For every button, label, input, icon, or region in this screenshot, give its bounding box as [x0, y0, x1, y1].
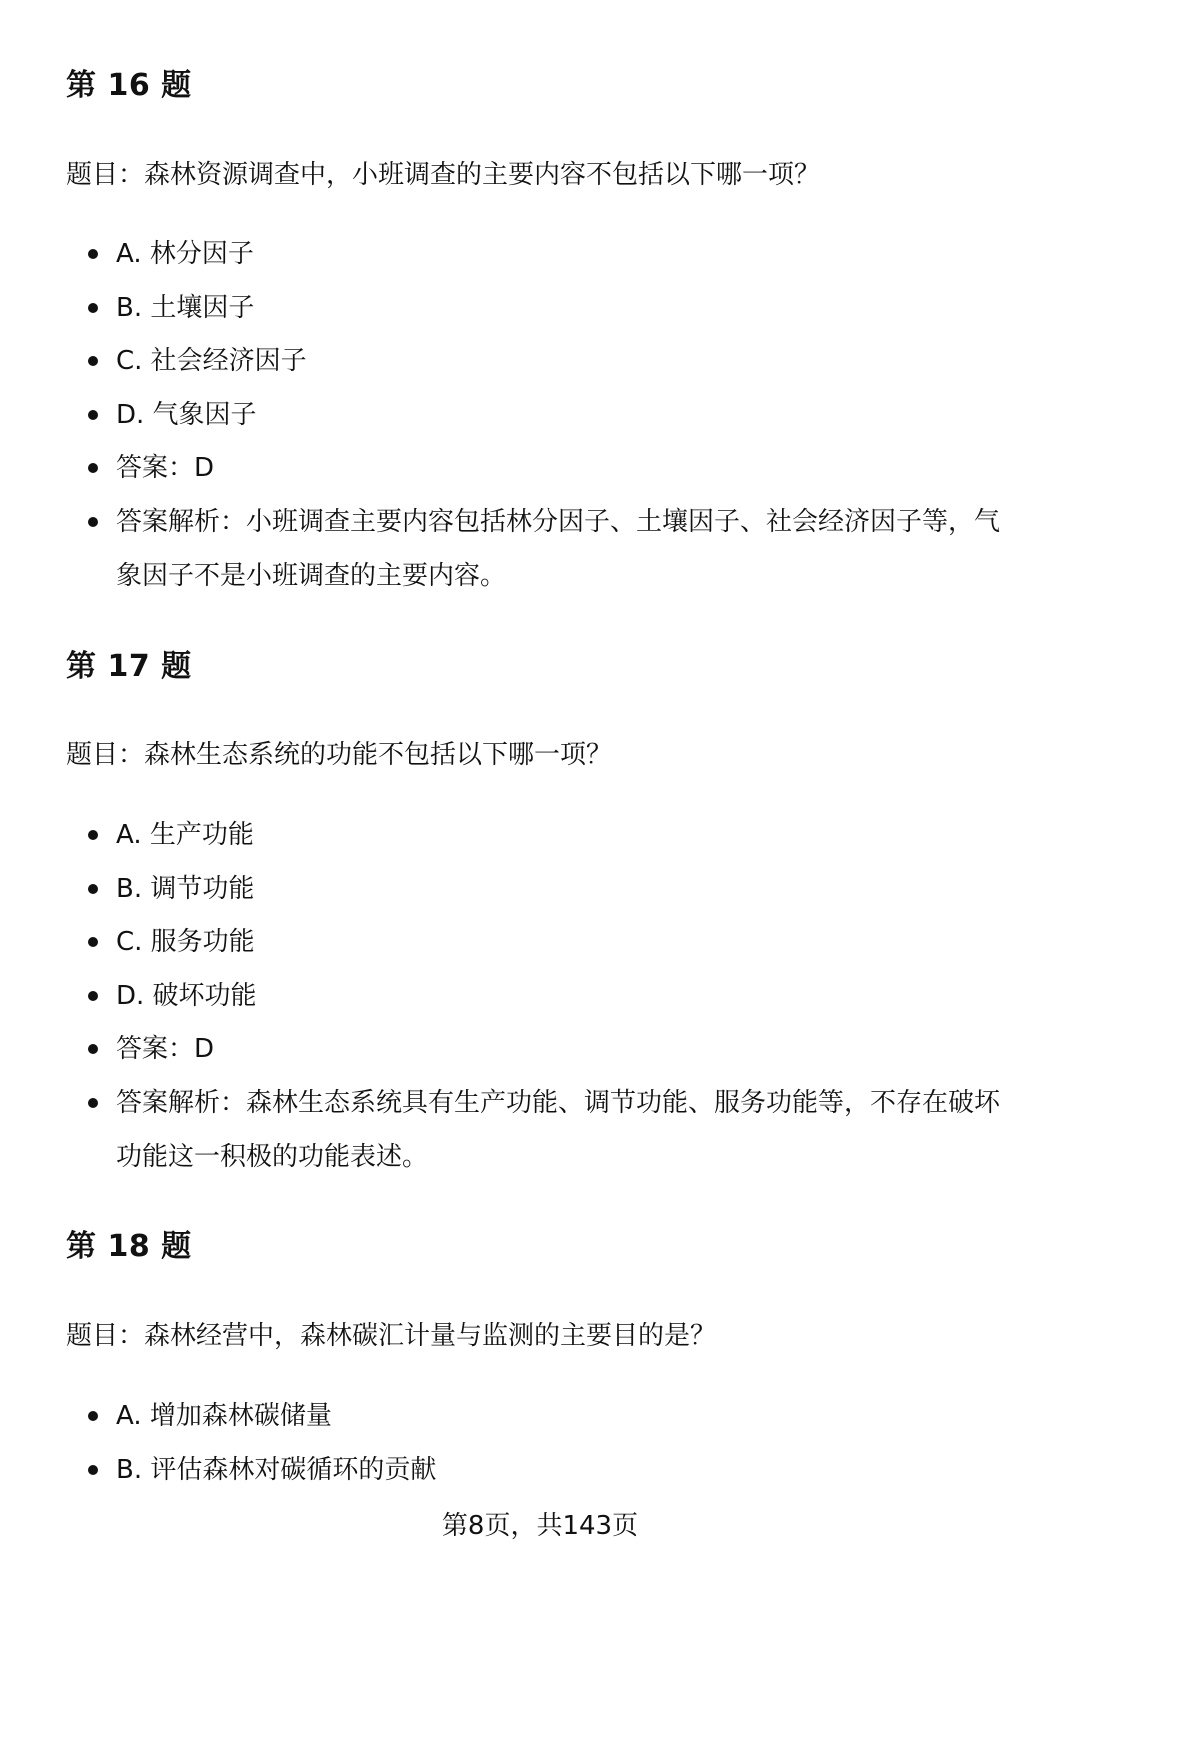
question-stem: 题目：森林经营中，森林碳汇计量与监测的主要目的是？ — [66, 1321, 717, 1351]
option-text: A. 林分因子 — [116, 239, 254, 269]
bullet-icon — [88, 356, 98, 366]
option-text: B. 土壤因子 — [116, 292, 255, 323]
option-c — [66, 922, 1046, 962]
option-b — [66, 869, 1046, 909]
bullet-icon — [88, 517, 98, 527]
bullet-icon — [88, 1044, 98, 1054]
question-title: 第 18 题 — [66, 1229, 192, 1264]
bullet-icon — [88, 463, 98, 473]
bullet-icon — [88, 410, 98, 420]
bullet-icon — [88, 884, 98, 894]
option-b — [66, 288, 1046, 328]
answer-analysis — [66, 1076, 1046, 1184]
question-stem: 题目：森林生态系统的功能不包括以下哪一项？ — [66, 740, 613, 770]
question-title: 第 16 题 — [66, 68, 192, 103]
answer — [66, 1029, 1046, 1069]
analysis-text: 答案解析：森林生态系统具有生产功能、调节功能、服务功能等，不存在破坏功能这一积极的功能表述。 — [116, 1087, 1001, 1172]
answer-text: 答案：D — [116, 453, 215, 483]
bullet-icon — [88, 991, 98, 1001]
option-text: C. 服务功能 — [116, 927, 255, 957]
bullet-icon — [88, 937, 98, 947]
answer — [66, 448, 1046, 488]
bullet-icon — [88, 1465, 98, 1475]
option-text: D. 破坏功能 — [116, 980, 257, 1011]
option-list — [66, 234, 1046, 616]
bullet-icon — [88, 1411, 98, 1421]
option-a — [66, 1396, 1046, 1436]
option-text: B. 调节功能 — [116, 873, 255, 904]
question-stem: 题目：森林资源调查中，小班调查的主要内容不包括以下哪一项？ — [66, 160, 821, 190]
answer-analysis — [66, 495, 1046, 603]
bullet-icon — [88, 1098, 98, 1108]
option-d — [66, 976, 1046, 1016]
option-text: D. 气象因子 — [116, 399, 257, 430]
question-title: 第 17 题 — [66, 649, 192, 684]
bullet-icon — [88, 303, 98, 313]
option-text: C. 社会经济因子 — [116, 346, 307, 376]
option-d — [66, 395, 1046, 435]
option-list — [66, 1396, 1046, 1503]
option-a — [66, 815, 1046, 855]
option-text: A. 增加森林碳储量 — [116, 1401, 332, 1431]
bullet-icon — [88, 249, 98, 259]
bullet-icon — [88, 830, 98, 840]
page-number: 第8页，共143页 — [441, 1511, 639, 1541]
analysis-text: 答案解析：小班调查主要内容包括林分因子、土壤因子、社会经济因子等，气象因子不是小班调查的主要内容。 — [116, 506, 1001, 591]
option-list — [66, 815, 1046, 1197]
option-c — [66, 341, 1046, 381]
option-b — [66, 1450, 1046, 1490]
option-a — [66, 234, 1046, 274]
option-text: A. 生产功能 — [116, 820, 254, 850]
answer-text: 答案：D — [116, 1034, 215, 1064]
option-text: B. 评估森林对碳循环的贡献 — [116, 1454, 437, 1485]
